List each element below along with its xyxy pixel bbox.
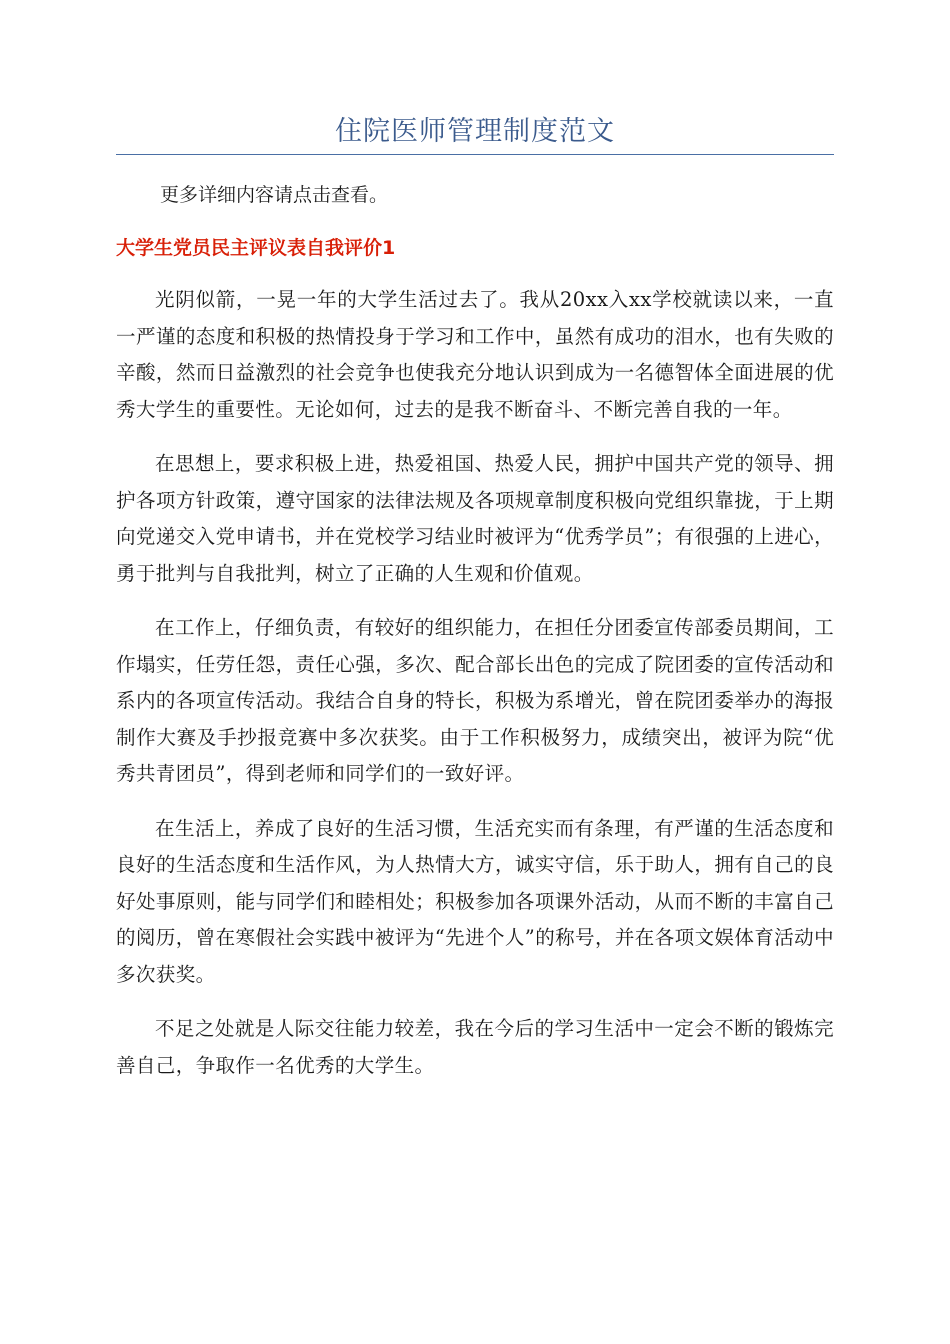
paragraph-ideology: 在思想上，要求积极上进，热爱祖国、热爱人民，拥护中国共产党的领导、拥护各项方针政策，遵守国家的法律法规及各项规章制度积极向党组织靠拢，于上期向党递交入党申请书，并在党校学习结业时被评为“优秀学员”；有很强的上进心，勇于批判与自我批判，树立了正确的人生观和价值观。 bbox=[116, 452, 834, 585]
paragraph-intro: 光阴似箭，一晃一年的大学生活过去了。我从20xx入xx学校就读以来，一直一严谨的态度和积极的热情投身于学习和工作中，虽然有成功的泪水，也有失败的辛酸，然而日益激烈的社会竞争也使我充分地认识到成为一名德智体全面进展的优秀大学生的重要性。无论如何，过去的是我不断奋斗、不断完善自我的一年。 bbox=[116, 288, 834, 421]
section-heading: 大学生党员民主评议表自我评价1 bbox=[116, 237, 396, 259]
more-details-link[interactable]: 更多详细内容请点击查看。 bbox=[160, 184, 389, 206]
paragraph-shortcomings: 不足之处就是人际交往能力较差，我在今后的学习生活中一定会不断的锻炼完善自己，争取作一名优秀的大学生。 bbox=[116, 1017, 834, 1077]
body-text bbox=[116, 282, 834, 1102]
document-title: 住院医师管理制度范文 bbox=[335, 116, 615, 147]
paragraph-life: 在生活上，养成了良好的生活习惯，生活充实而有条理，有严谨的生活态度和良好的生活态度和生活作风，为人热情大方，诚实守信，乐于助人，拥有自己的良好处事原则，能与同学们和睦相处；积极参加各项课外活动，从而不断的丰富自己的阅历，曾在寒假社会实践中被评为“先进个人”的称号，并在各项文娱体育活动中多次获奖。 bbox=[116, 816, 834, 986]
title-underline bbox=[116, 154, 834, 155]
paragraph-work: 在工作上，仔细负责，有较好的组织能力，在担任分团委宣传部委员期间，工作塌实，任劳任怨，责任心强，多次、配合部长出色的完成了院团委的宣传活动和系内的各项宣传活动。我结合自身的特长，积极为系增光，曾在院团委举办的海报制作大赛及手抄报竞赛中多次获奖。由于工作积极努力，成绩突出，被评为院“优秀共青团员”，得到老师和同学们的一致好评。 bbox=[116, 616, 834, 785]
